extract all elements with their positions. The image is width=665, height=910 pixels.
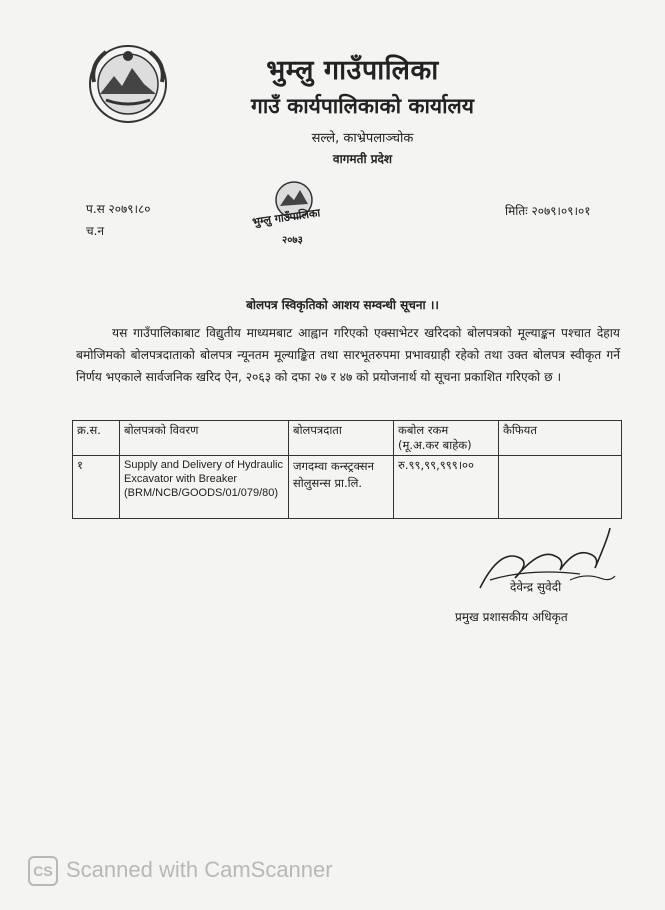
watermark-text: Scanned with CamScanner	[66, 856, 333, 882]
cell-remarks	[499, 456, 622, 519]
header-bidder: बोलपत्रदाता	[289, 421, 394, 456]
header-remarks: कैफियत	[499, 421, 622, 456]
header-sn: क्र.स.	[73, 421, 120, 456]
camscanner-logo-icon: CS	[28, 856, 58, 886]
header-amount	[394, 421, 499, 456]
office-title: गाउँ कार्यपालिकाको कार्यालय	[251, 94, 474, 118]
cell-description: Supply and Delivery of Hydraulic Excavator with Breaker (BRM/NCB/GOODS/01/079/80)	[120, 456, 289, 519]
cell-sn: १	[73, 456, 120, 519]
camscanner-watermark	[28, 856, 333, 886]
municipality-title: भुम्लु गाउँपालिका	[266, 55, 439, 86]
stamp-text: भुम्लु गाउँपालिका	[251, 206, 321, 229]
header-amount-line1: कबोल रकम	[398, 423, 449, 437]
reference-number: प.स २०७९।८०	[86, 202, 151, 216]
cell-amount: रु.९९,९९,९९९।००	[394, 456, 499, 519]
table-header-row	[73, 421, 622, 456]
header-amount-line2: (मू.अ.कर बाहेक)	[398, 438, 472, 452]
date: मितिः २०७९।०९।०१	[505, 204, 591, 218]
municipality-stamp	[248, 178, 340, 250]
signatory-name: देवेन्द्र सुवेदी	[510, 580, 562, 594]
signatory-title: प्रमुख प्रशासकीय अधिकृत	[455, 610, 568, 624]
bid-table	[72, 420, 622, 519]
table-row	[73, 456, 622, 519]
cell-bidder: जगदम्वा कन्स्ट्रक्सन सोलुसन्स प्रा.लि.	[289, 456, 394, 519]
header-description: बोलपत्रको विवरण	[120, 421, 289, 456]
notice-subject: बोलपत्र स्विकृतिको आशय सम्वन्धी सूचना ।।	[246, 298, 439, 312]
province: वागमती प्रदेश	[332, 152, 393, 166]
stamp-year: २०७३	[282, 235, 303, 246]
notice-body: यस गाउँपालिकाबाट विद्युतीय माध्यमबाट आह्वान गरिएको एक्साभेटर खरिदको बोलपत्रको मूल्याङ्कन पश्चात देहाय बमोजिमको बोलपत्रदाताको बोलपत्र न्यूनतम मूल्याङ्कित तथा सारभूतरुपमा प्रभावग्राही रहेको तथा उक्त बोलपत्र स्वीकृत गर्ने निर्णय भएकाले सार्वजनिक खरिद ऐन, २०६३ को दफा २७ र ४७ को प्रयोजनार्थ यो सूचना प्रकाशित गरिएको छ ।	[76, 326, 620, 384]
address: सल्ले, काभ्रेपलाञ्चोक	[311, 131, 414, 146]
dispatch-number: च.न	[86, 224, 105, 238]
